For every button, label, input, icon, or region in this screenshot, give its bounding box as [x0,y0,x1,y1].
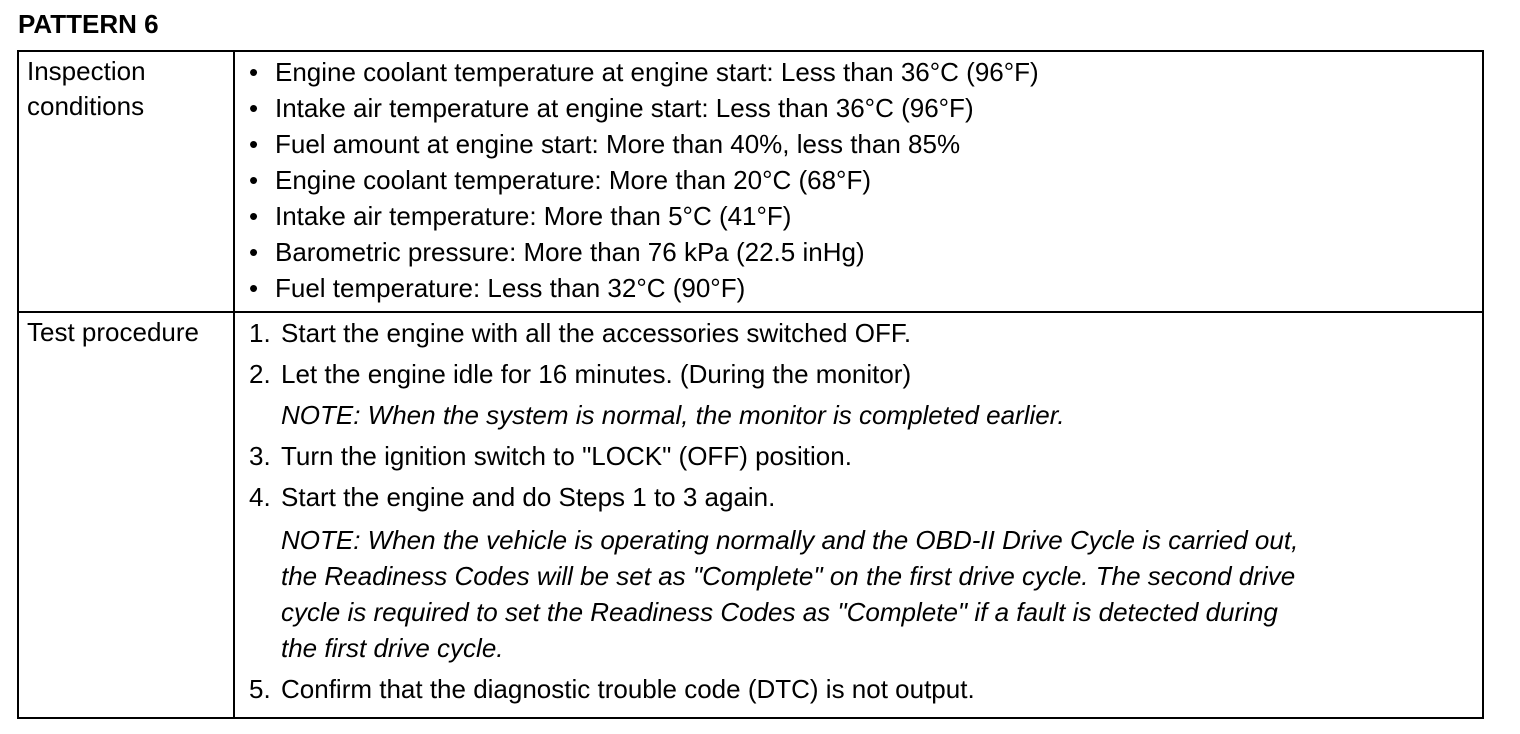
step-note: NOTE: When the system is normal, the monitor is completed earlier. [281,400,1065,430]
list-item [249,479,1474,666]
step-text: Turn the ignition switch to "LOCK" (OFF) position. [281,441,852,471]
step-text: Start the engine with all the accessories switched OFF. [281,318,912,348]
inspection-conditions-cell [234,51,1483,312]
list-item [249,198,1474,234]
step-number: 3. [249,441,271,471]
step-number: 2. [249,359,271,389]
bullet-icon: • [249,201,259,231]
bullet-icon: • [249,93,259,123]
list-item [249,270,1474,306]
step-text: Let the engine idle for 16 minutes. (During the monitor) [281,359,912,389]
step-number: 1. [249,318,271,348]
step-text: Start the engine and do Steps 1 to 3 again. [281,482,776,512]
test-procedure-row [18,312,1483,718]
conditions-list [249,54,1474,306]
page-title: PATTERN 6 [18,9,159,39]
bullet-icon: • [249,273,259,303]
step-number: 5. [249,674,271,704]
bullet-icon: • [249,237,259,267]
list-item [249,671,1474,707]
list-item [249,356,1474,433]
condition-text: Barometric pressure: More than 76 kPa (22.5 inHg) [275,237,865,267]
list-item [249,126,1474,162]
list-item [249,162,1474,198]
list-item [249,90,1474,126]
condition-text: Engine coolant temperature at engine start: Less than 36°C (96°F) [275,57,1039,87]
test-procedure-cell [234,312,1483,718]
bullet-icon: • [249,165,259,195]
step-text: Confirm that the diagnostic trouble code (DTC) is not output. [281,674,975,704]
step-note: NOTE: When the vehicle is operating normally and the OBD-II Drive Cycle is carried out, the Readiness Codes will be set as "Complete" on the first drive cycle. The second drive cycle is required to set the Readiness Codes as "Complete" if a fault is detected during the first drive cycle. [281,525,1299,663]
inspection-conditions-label: Inspection conditions [18,51,234,312]
list-item [249,438,1474,474]
bullet-icon: • [249,129,259,159]
inspection-conditions-row [18,51,1483,312]
step-number: 4. [249,482,271,512]
list-item [249,315,1474,351]
condition-text: Intake air temperature at engine start: Less than 36°C (96°F) [275,93,974,123]
test-procedure-label: Test procedure [18,312,234,718]
condition-text: Fuel amount at engine start: More than 40%, less than 85% [275,129,961,159]
condition-text: Engine coolant temperature: More than 20°C (68°F) [275,165,871,195]
list-item [249,234,1474,270]
list-item [249,54,1474,90]
bullet-icon: • [249,57,259,87]
condition-text: Fuel temperature: Less than 32°C (90°F) [275,273,746,303]
procedure-steps [249,315,1474,707]
condition-text: Intake air temperature: More than 5°C (41°F) [275,201,792,231]
pattern-table [17,50,1484,719]
